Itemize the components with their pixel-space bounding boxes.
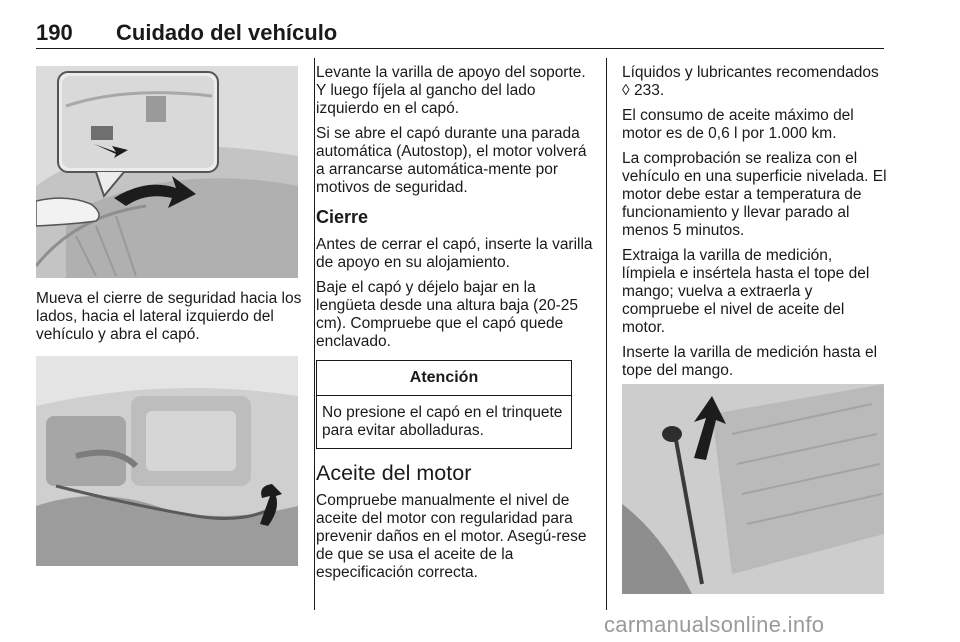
support-rod-paragraph: Levante la varilla de apoyo del soporte. Y luego fíjela al gancho del lado izquierdo en el capó.: [316, 64, 586, 117]
engine-bay-photo: [36, 356, 298, 566]
dipstick-check-paragraph: Extraiga la varilla de medición, límpiela e insértela hasta el tope del mango; vuelva a extraerla y compruebe el nivel de aceite del motor.: [622, 247, 870, 336]
column-divider-2: [606, 58, 607, 610]
engine-oil-heading: Aceite del motor: [316, 461, 472, 485]
hood-release-caption: Mueva el cierre de seguridad hacia los lados, hacia el lateral izquierdo del vehículo y abra el capó.: [36, 290, 302, 343]
autostop-paragraph: Si se abre el capó durante una parada automática (Autostop), el motor volverá a arrancarse automática-mente por motivos de seguridad.: [316, 125, 587, 196]
hood-latch-illustration: [36, 66, 298, 278]
attention-text: No presione el capó en el trinquete para evitar abolladuras.: [322, 404, 563, 439]
recommended-fluids-ref: Líquidos y lubricantes recomendados ◊ 233.: [622, 64, 879, 99]
closing-paragraph-1: Antes de cerrar el capó, inserte la varilla de apoyo en su alojamiento.: [316, 236, 593, 271]
dipstick-photo: [622, 384, 884, 594]
attention-title: Atención: [317, 361, 571, 396]
dipstick-insert-paragraph: Inserte la varilla de medición hasta el tope del mango.: [622, 344, 878, 379]
chapter-title: Cuidado del vehículo: [116, 20, 338, 45]
closing-paragraph-2: Baje el capó y déjelo bajar en la lengüeta desde una altura baja (20-25 cm). Compruebe que el capó quede enclavado.: [316, 279, 578, 350]
engine-oil-paragraph: Compruebe manualmente el nivel de aceite del motor con regularidad para prevenir daños en el motor. Asegú-rese de que se usa el aceite de la especificación correcta.: [316, 492, 587, 581]
oil-consumption-paragraph: El consumo de aceite máximo del motor es de 0,6 l por 1.000 km.: [622, 107, 854, 142]
closing-heading: Cierre: [316, 207, 369, 227]
attention-box: [316, 360, 572, 449]
check-conditions-paragraph: La comprobación se realiza con el vehículo en una superficie nivelada. El motor debe estar a temperatura de funcionamiento y llevar parado al menos 5 minutos.: [622, 150, 887, 239]
column-divider-1: [314, 58, 315, 610]
column-2-text: [316, 64, 594, 589]
column-1-text: [36, 290, 302, 351]
column-3-text: [622, 64, 888, 387]
page-header: [36, 6, 884, 48]
header-rule: [36, 48, 884, 49]
page-number: 190: [36, 20, 73, 45]
watermark: carmanualsonline.info: [604, 612, 825, 637]
